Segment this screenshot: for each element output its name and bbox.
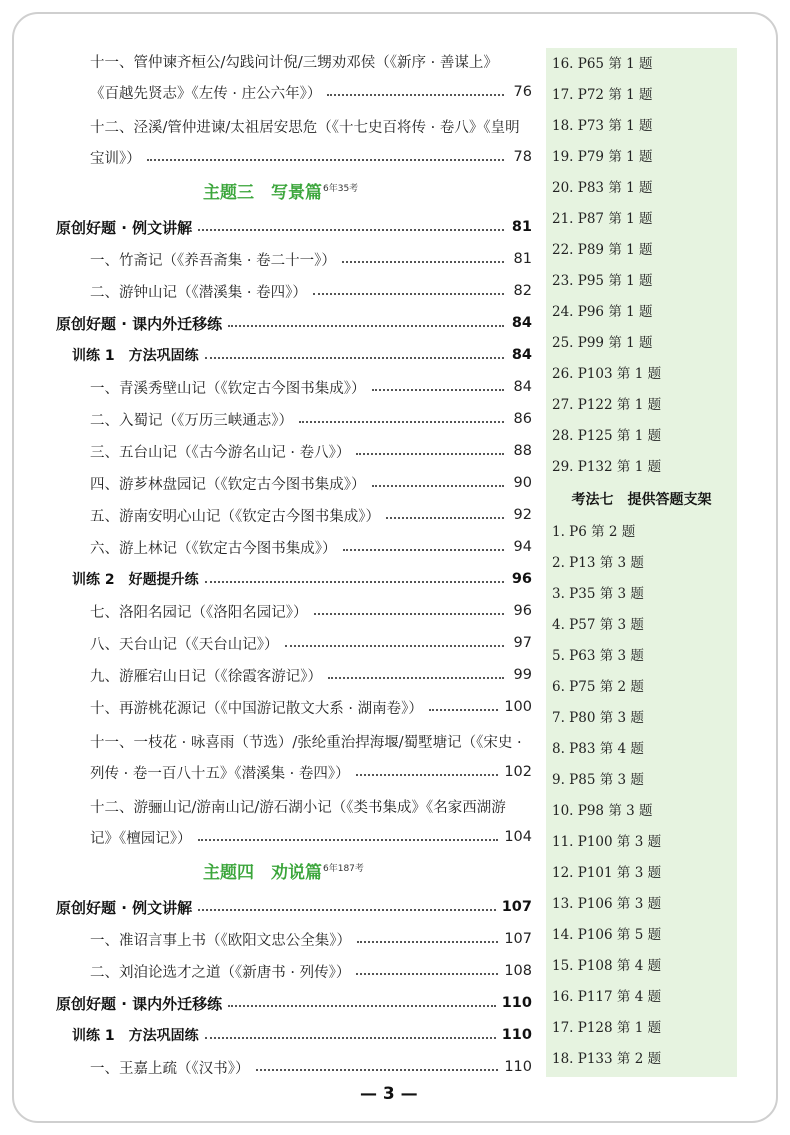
index-item: 11. P100 第 3 题: [552, 834, 662, 850]
index-item: 22. P89 第 1 题: [552, 242, 653, 258]
dot-leader: [342, 261, 504, 263]
page-ref: 110: [501, 995, 532, 1011]
toc-entry[interactable]: 七、洛阳名园记（《洛阳名园记》） 96: [90, 603, 532, 621]
method-heading: 考法七 提供答题支架: [571, 492, 712, 508]
toc-entry[interactable]: 一、王嘉上疏（《汉书》） 110: [90, 1059, 532, 1077]
index-item: 15. P108 第 4 题: [552, 958, 662, 974]
training-heading[interactable]: 训练 1 方法巩固练 84: [72, 347, 532, 364]
dot-leader: [372, 485, 505, 487]
dot-leader: [198, 839, 499, 841]
index-item: 28. P125 第 1 题: [552, 428, 662, 444]
page-ref: 82: [513, 283, 532, 299]
index-item: 10. P98 第 3 题: [552, 803, 653, 819]
page-ref: 100: [504, 699, 532, 715]
page-ref: 78: [513, 149, 532, 165]
toc-entry[interactable]: 四、游芗林盘园记（《钦定古今图书集成》） 90: [90, 475, 532, 493]
dot-leader: [198, 229, 504, 231]
page-ref: 84: [511, 347, 532, 363]
index-item: 6. P75 第 2 题: [552, 679, 644, 695]
page-ref: 108: [504, 963, 532, 979]
dot-leader: [285, 645, 505, 647]
index-item: 1. P6 第 2 题: [552, 524, 636, 540]
topic-heading: 主题三 写景篇$^{6年35考}$: [203, 183, 359, 203]
page-ref: 81: [511, 219, 532, 235]
dot-leader: [356, 973, 498, 975]
dot-leader: [313, 293, 504, 295]
toc-entry[interactable]: 二、入蜀记（《万历三峡通志》） 86: [90, 411, 532, 429]
dot-leader: [205, 1037, 496, 1039]
toc-entry[interactable]: 记》《檀园记》） 104: [90, 829, 532, 847]
toc-entry[interactable]: 一、准诏言事上书（《欧阳文忠公全集》） 107: [90, 931, 532, 949]
dot-leader: [356, 453, 504, 455]
page-ref: 104: [504, 829, 532, 845]
index-item: 18. P73 第 1 题: [552, 118, 653, 134]
toc-entry[interactable]: 二、游钟山记（《潜溪集 · 卷四》） 82: [90, 283, 532, 301]
section-heading[interactable]: 原创好题 · 课内外迁移练 84: [56, 314, 532, 333]
page-ref: 107: [501, 899, 532, 915]
index-item: 16. P65 第 1 题: [552, 56, 653, 72]
toc-entry: 十一、管仲谏齐桓公/勾践问计倪/三甥劝邓侯（《新序 · 善谋上》: [90, 54, 498, 71]
dot-leader: [256, 1069, 499, 1071]
toc-entry: 十二、游骊山记/游南山记/游石湖小记（《类书集成》《名家西湖游: [90, 799, 506, 816]
topic-heading: 主题四 劝说篇$^{6年187考}$: [203, 863, 364, 883]
page-ref: 90: [513, 475, 532, 491]
toc-entry[interactable]: 列传 · 卷一百八十五》《潜溪集 · 卷四》） 102: [90, 764, 532, 782]
dot-leader: [228, 1005, 496, 1007]
page-ref: 86: [513, 411, 532, 427]
toc-entry[interactable]: 十、再游桃花源记（《中国游记散文大系 · 湖南卷》） 100: [90, 699, 532, 717]
index-item: 16. P117 第 4 题: [552, 989, 662, 1005]
page-ref: 84: [513, 379, 532, 395]
dot-leader: [198, 909, 496, 911]
exam-count-note: 6年35考: [323, 184, 359, 195]
dot-leader: [228, 325, 504, 327]
dot-leader: [328, 677, 504, 679]
index-item: 21. P87 第 1 题: [552, 211, 653, 227]
index-item: 3. P35 第 3 题: [552, 586, 644, 602]
index-item: 20. P83 第 1 题: [552, 180, 653, 196]
toc-entry[interactable]: 八、天台山记（《天台山记》） 97: [90, 635, 532, 653]
index-item: 12. P101 第 3 题: [552, 865, 662, 881]
page-ref: 88: [513, 443, 532, 459]
page-ref: 96: [513, 603, 532, 619]
index-item: 13. P106 第 3 题: [552, 896, 662, 912]
answer-index-panel: [546, 48, 737, 1077]
toc-entry[interactable]: 二、刘洎论选才之道（《新唐书 · 列传》） 108: [90, 963, 532, 981]
page-ref: 102: [504, 764, 532, 780]
index-item: 29. P132 第 1 题: [552, 459, 662, 475]
index-item: 24. P96 第 1 题: [552, 304, 653, 320]
toc-entry[interactable]: 六、游上林记（《钦定古今图书集成》） 94: [90, 539, 532, 557]
toc-entry[interactable]: 一、竹斋记（《养吾斋集 · 卷二十一》） 81: [90, 251, 532, 269]
index-item: 27. P122 第 1 题: [552, 397, 662, 413]
page-ref: 76: [513, 84, 532, 100]
dot-leader: [429, 709, 498, 711]
page-ref: 97: [513, 635, 532, 651]
section-heading[interactable]: 原创好题 · 课内外迁移练 110: [56, 994, 532, 1013]
dot-leader: [357, 941, 498, 943]
toc-entry[interactable]: 五、游南安明心山记（《钦定古今图书集成》） 92: [90, 507, 532, 525]
index-item: 19. P79 第 1 题: [552, 149, 653, 165]
index-item: 14. P106 第 5 题: [552, 927, 662, 943]
index-item: 23. P95 第 1 题: [552, 273, 653, 289]
page-ref: 99: [513, 667, 532, 683]
section-heading[interactable]: 原创好题 · 例文讲解 81: [56, 218, 532, 237]
training-heading[interactable]: 训练 1 方法巩固练 110: [72, 1027, 532, 1044]
dot-leader: [356, 774, 499, 776]
page-ref: 110: [501, 1027, 532, 1043]
training-heading[interactable]: 训练 2 好题提升练 96: [72, 571, 532, 588]
page-ref: 92: [513, 507, 532, 523]
section-heading[interactable]: 原创好题 · 例文讲解 107: [56, 898, 532, 917]
index-item: 18. P133 第 2 题: [552, 1051, 662, 1067]
exam-count-note: 6年187考: [323, 864, 364, 875]
index-item: 8. P83 第 4 题: [552, 741, 644, 757]
index-item: 5. P63 第 3 题: [552, 648, 644, 664]
page-ref: 84: [511, 315, 532, 331]
toc-entry[interactable]: 一、青溪秀壁山记（《钦定古今图书集成》） 84: [90, 379, 532, 397]
toc-entry[interactable]: 《百越先贤志》《左传 · 庄公六年》） 76: [90, 84, 532, 102]
index-item: 17. P72 第 1 题: [552, 87, 653, 103]
index-item: 2. P13 第 3 题: [552, 555, 644, 571]
toc-entry: 十一、一枝花 · 咏喜雨（节选）/张纶重治捍海堰/蜀墅塘记（《宋史 ·: [90, 734, 522, 751]
toc-entry[interactable]: 宝训》） 78: [90, 149, 532, 167]
toc-entry: 十二、泾溪/管仲进谏/太祖居安思危（《十七史百将传 · 卷八》《皇明: [90, 119, 520, 136]
dot-leader: [205, 581, 504, 583]
page-number: — 3 —: [360, 1084, 418, 1104]
dot-leader: [147, 159, 504, 161]
page-ref: 110: [504, 1059, 532, 1075]
toc-entry[interactable]: 三、五台山记（《古今游名山记 · 卷八》） 88: [90, 443, 532, 461]
dot-leader: [205, 357, 504, 359]
dot-leader: [386, 517, 504, 519]
index-item: 26. P103 第 1 题: [552, 366, 662, 382]
index-item: 17. P128 第 1 题: [552, 1020, 662, 1036]
dot-leader: [372, 389, 505, 391]
page-ref: 81: [513, 251, 532, 267]
dot-leader: [314, 613, 505, 615]
index-item: 25. P99 第 1 题: [552, 335, 653, 351]
dot-leader: [299, 421, 504, 423]
dot-leader: [327, 94, 504, 96]
toc-entry[interactable]: 九、游雁宕山日记（《徐霞客游记》） 99: [90, 667, 532, 685]
page-ref: 94: [513, 539, 532, 555]
dot-leader: [343, 549, 505, 551]
page-ref: 107: [504, 931, 532, 947]
page-ref: 96: [511, 571, 532, 587]
index-item: 7. P80 第 3 题: [552, 710, 644, 726]
index-item: 9. P85 第 3 题: [552, 772, 644, 788]
index-item: 4. P57 第 3 题: [552, 617, 644, 633]
